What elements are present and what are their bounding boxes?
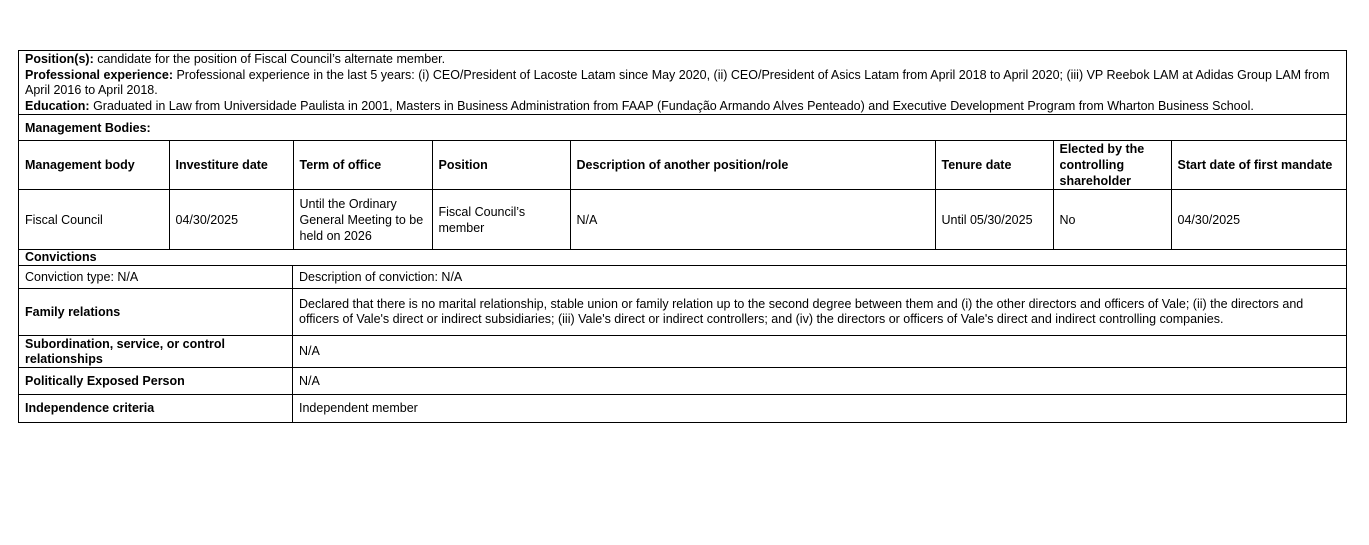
cell-management-body: Fiscal Council [19,190,169,250]
family-relations-row [19,289,1346,336]
cell-term-of-office: Until the Ordinary General Meeting to be held on 2026 [293,190,432,250]
subordination-row [19,336,1346,368]
candidate-intro [19,51,1346,115]
independence-label: Independence criteria [19,395,293,422]
header-elected-by-controlling: Elected by the controlling shareholder [1053,141,1171,190]
position-label: Position(s): [25,52,94,66]
subordination-label: Subordination, service, or control relationships [19,336,293,367]
experience-value: Professional experience in the last 5 years: (i) CEO/President of Lacoste Latam since May 2020, (ii) CEO/President of Asics Latam from April 2018 to April 2020; (iii) VP Reebok LAM at Adidas Group LAM from April 2016 to April 2018. [25,67,1330,97]
position-line [25,52,1340,68]
cell-description: N/A [570,190,935,250]
candidate-profile-table [18,50,1347,423]
cell-elected-by-controlling: No [1053,190,1171,250]
family-relations-value: Declared that there is no marital relationship, stable union or family relation up to the second degree between them and (i) the other directors and officers of Vale; (ii) the directors and officers of Vale's direct or indirect subsidiaries; (iii) Vale's direct or indirect controllers; and (iv) the directors or officers of Vale's direct and indirect controlling companies. [299,297,1304,326]
independence-row [19,395,1346,422]
header-management-body: Management body [19,141,169,190]
header-start-date: Start date of first mandate [1171,141,1346,190]
conviction-description: Description of conviction: N/A [299,269,463,284]
conviction-type: Conviction type: N/A [19,266,293,288]
management-bodies-section [19,141,1346,250]
subordination-value: N/A [299,344,320,358]
pep-row [19,368,1346,395]
experience-line [25,68,1340,99]
header-description: Description of another position/role [570,141,935,190]
header-investiture-date: Investiture date [169,141,293,190]
convictions-row [19,266,1346,289]
education-label: Education: [25,98,90,113]
cell-start-date: 04/30/2025 [1177,212,1241,227]
header-tenure-date: Tenure date [935,141,1053,190]
header-position: Position [432,141,570,190]
position-value: candidate for the position of Fiscal Council’s alternate member. [93,52,446,66]
cell-investiture-date: 04/30/2025 [169,190,293,250]
convictions-title: Convictions [19,250,1346,266]
management-bodies-title: Management Bodies: [19,115,1346,141]
experience-label: Professional experience: [25,67,173,82]
header-term-of-office: Term of office [293,141,432,190]
table-row [19,190,1346,250]
pep-label: Politically Exposed Person [19,368,293,394]
management-header-row [19,141,1346,190]
cell-position: Fiscal Council’s member [432,190,570,250]
education-value: Graduated in Law from Universidade Paulista in 2001, Masters in Business Administration from FAAP (Fundação Armando Alves Penteado) and Executive Development Program from Wharton Business School. [89,98,1254,113]
education-line [25,99,1340,115]
pep-value: N/A [299,373,320,388]
independence-value: Independent member [299,401,418,415]
family-relations-label: Family relations [19,289,293,335]
cell-tenure-date: Until 05/30/2025 [935,190,1053,250]
management-bodies-table [19,141,1346,249]
